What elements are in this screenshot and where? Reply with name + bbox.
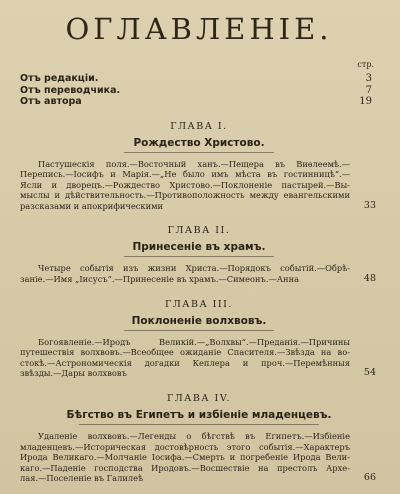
front-matter-item[interactable] <box>20 85 378 97</box>
chapter-heading: ГЛАВА IV. <box>166 393 232 405</box>
title-underline <box>124 256 274 257</box>
front-matter-page: 19 <box>359 96 372 107</box>
chapter-4 <box>20 393 378 484</box>
chapter-page-number: 33 <box>363 199 376 211</box>
summary-line: заніе.—Имя „Іисусъ“.—Принесеніе въ храмъ.—Симеонъ.—Анна <box>20 274 300 285</box>
chapter-title[interactable]: Принесеніе въ храмъ. <box>132 241 266 254</box>
title-underline <box>79 424 319 425</box>
summary-line: Удаленіе волхвовъ.—Легенды о бѣгствѣ въ Египетъ.—Избіеніе <box>38 431 350 442</box>
front-matter-item[interactable] <box>20 96 378 108</box>
summary-line: лая.—Поселеніе въ Галилеѣ <box>20 473 144 484</box>
summary-line: разсказами и апокрифическими <box>20 200 164 211</box>
chapter-summary <box>20 159 378 212</box>
front-matter-label: Отъ редакціи. <box>20 73 99 84</box>
summary-line: путешествія волхвовъ.—Всеобщее ожиданіе Спасителя.—Звѣзда на во- <box>20 347 350 358</box>
page-title: ОГЛАВЛЕНІЕ. <box>65 12 333 46</box>
summary-line: Богоявленіе.—Иродъ Великій.—„Волхвы“.—Преданія.—Причины <box>38 336 350 347</box>
chapter-page-number: 66 <box>363 472 376 484</box>
chapter-1 <box>20 121 378 212</box>
chapter-title[interactable]: Бѣгство въ Египетъ и избіеніе младенцевъ. <box>66 409 332 422</box>
summary-line: Ирода Великаго.—Молчаніе Іосифа.—Смерть и погребеніе Ирода Вели- <box>20 452 350 463</box>
front-matter-page: 7 <box>365 84 372 96</box>
chapter-page-number: 54 <box>363 367 376 379</box>
title-underline <box>124 330 274 331</box>
summary-line: Перепись.—Іосифъ и Марія.—„Не было имъ мѣста въ гостинницѣ“.— <box>20 169 350 180</box>
summary-line: стокѣ.—Астрономическія догадки Кеплера и проч.—Перемѣнныя <box>20 357 350 368</box>
chapter-summary <box>20 263 378 284</box>
front-matter-item[interactable] <box>20 73 378 85</box>
page-column-header: стр. <box>357 60 374 69</box>
chapter-summary <box>20 431 378 484</box>
chapter-title[interactable]: Рождество Христово. <box>133 136 265 149</box>
chapter-title[interactable]: Поклоненіе волхвовъ. <box>131 314 267 327</box>
front-matter-label: Отъ переводчика. <box>20 84 121 96</box>
chapter-heading: ГЛАВА III. <box>165 298 233 310</box>
title-underline <box>124 152 274 153</box>
summary-line: звѣзды.—Дары волхвовъ <box>20 368 127 379</box>
summary-line: каго.—Паденіе господства Иродовъ.—Восшествіе на престолъ Архе- <box>20 462 350 473</box>
summary-line: Четыре событія изъ жизни Христа.—Порядокъ событій.—Обрѣ- <box>38 263 350 274</box>
front-matter-list <box>20 73 378 108</box>
chapter-3 <box>20 299 378 379</box>
summary-line: Пастушескія поля.—Восточный ханъ.—Пещера въ Виѳлеемѣ.— <box>38 158 350 169</box>
chapter-2 <box>20 225 378 284</box>
chapter-heading: ГЛАВА II. <box>167 225 231 237</box>
summary-line: младенцевъ.—Историческая достовѣрность этого событія.—Характеръ <box>20 441 350 452</box>
chapter-summary <box>20 337 378 379</box>
front-matter-page: 3 <box>365 73 372 84</box>
summary-line: Ясли и дворецъ.—Рождество Христово.—Поклоненіе пастырей.—Вы- <box>20 179 350 190</box>
chapter-page-number: 48 <box>363 273 376 285</box>
front-matter-label: Отъ автора <box>20 96 82 107</box>
summary-line: мыслы и дѣйствительность.—Противоположность между евангельскими <box>20 190 350 201</box>
chapter-heading: ГЛАВА I. <box>170 120 228 132</box>
